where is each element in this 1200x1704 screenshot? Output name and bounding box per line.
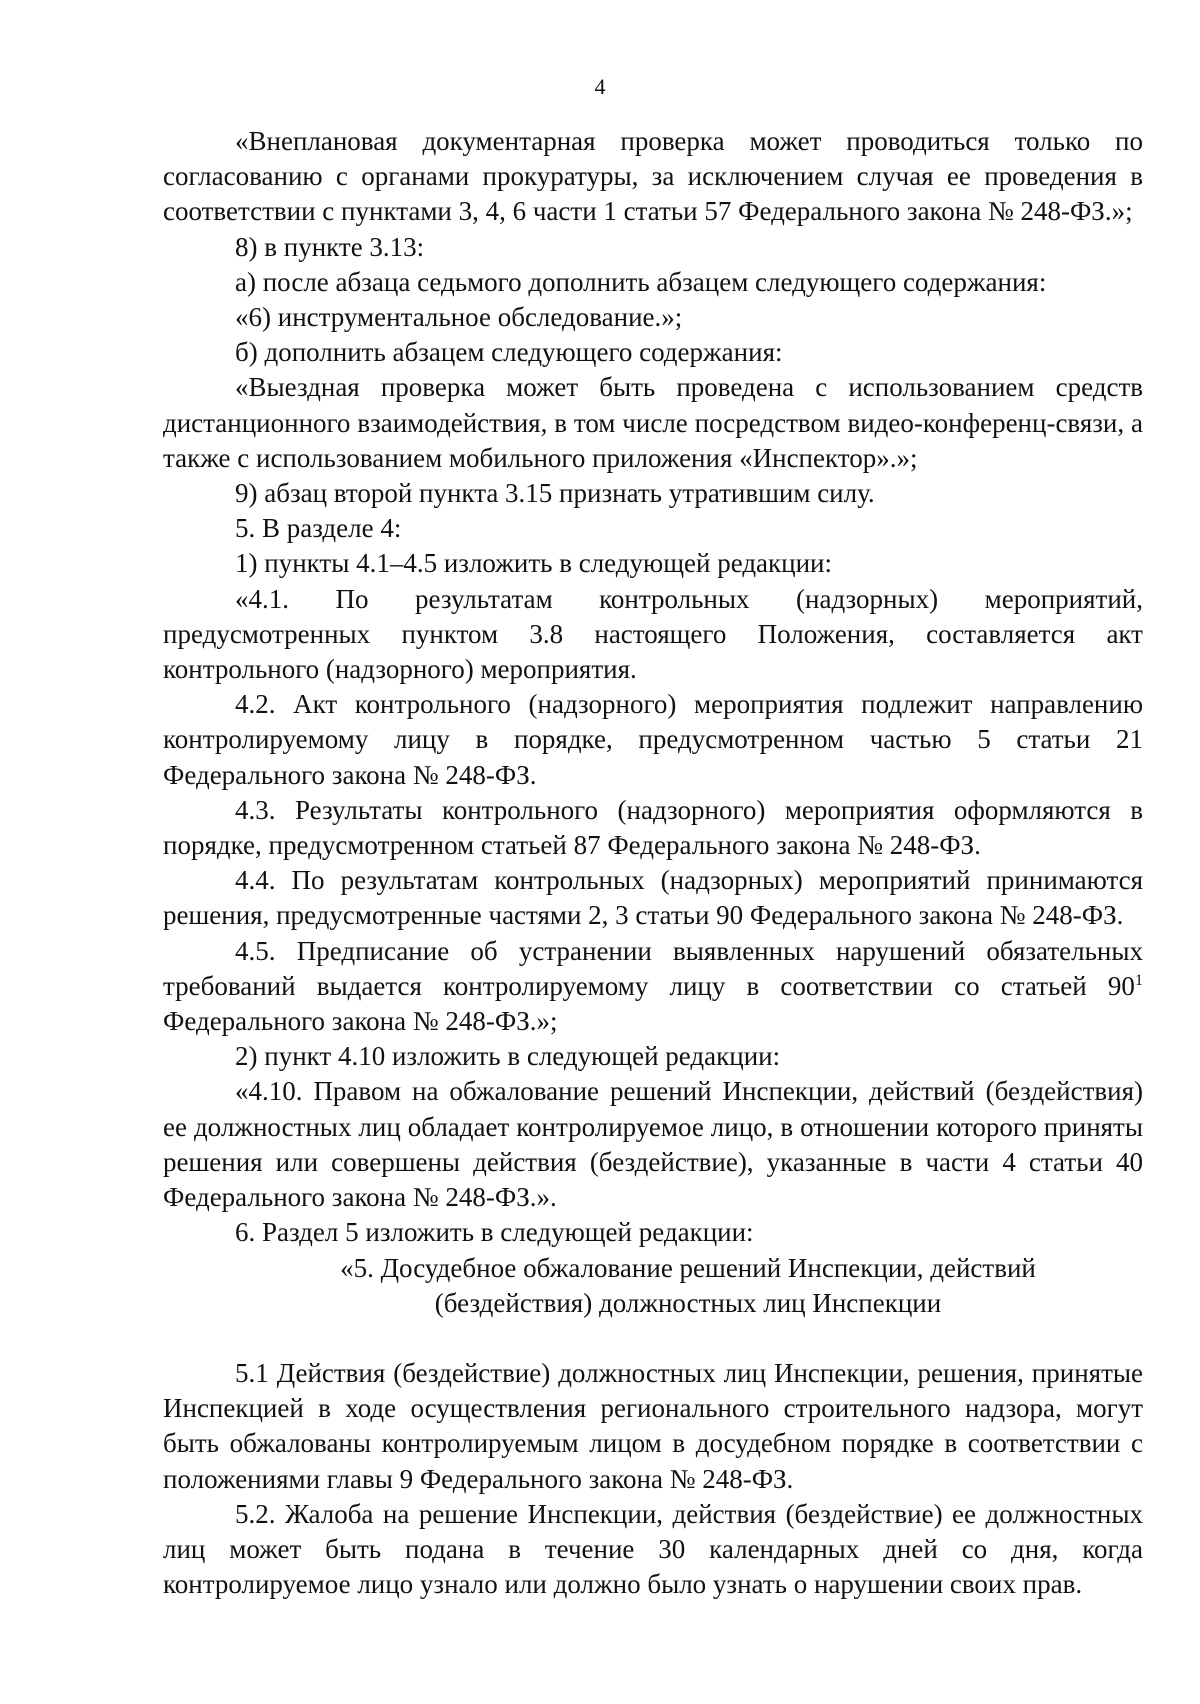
- paragraph: «4.10. Правом на обжалование решений Инспекции, действий (бездействия) ее должностных лиц обладает контролируемое лицо, в отношении которого приняты решения или совершены действия (бездействие), указанные в части 4 статьи 40 Федерального закона № 248-ФЗ.».: [163, 1076, 1143, 1213]
- paragraph: а) после абзаца седьмого дополнить абзацем следующего содержания:: [235, 266, 1047, 297]
- section-heading-line-1: «5. Досудебное обжалование решений Инспекции, действий: [340, 1252, 1036, 1283]
- paragraph: б) дополнить абзацем следующего содержания:: [235, 337, 783, 368]
- paragraph: 5. В разделе 4:: [235, 513, 402, 544]
- paragraph-with-superscript: [163, 934, 1143, 1040]
- paragraph: 6. Раздел 5 изложить в следующей редакции:: [235, 1217, 754, 1248]
- paragraph: «Внеплановая документарная проверка может проводиться только по согласованию с органами прокуратуры, за исключением случая ее проведения в соответствии с пунктами 3, 4, 6 части 1 статьи 57 Федерального закона № 248-ФЗ.»;: [163, 126, 1143, 227]
- paragraph: 4.2. Акт контрольного (надзорного) мероприятия подлежит направлению контролируемому лицу в порядке, предусмотренном частью 5 статьи 21 Федерального закона № 248-ФЗ.: [163, 689, 1143, 790]
- paragraph: «6) инструментальное обследование.»;: [235, 302, 683, 333]
- paragraph: 1) пункты 4.1–4.5 изложить в следующей редакции:: [235, 548, 833, 579]
- paragraph: «Выездная проверка может быть проведена с использованием средств дистанционного взаимодействия, в том числе посредством видео-конференц-связи, а также с использованием мобильного приложения «Инспектор».»;: [163, 372, 1143, 473]
- paragraph: 8) в пункте 3.13:: [235, 231, 425, 262]
- paragraph-text: 4.5. Предписание об устранении выявленных нарушений обязательных требований выдается контролируемому лицу в соответствии со статьей 90: [163, 935, 1143, 1001]
- paragraph: 5.2. Жалоба на решение Инспекции, действия (бездействие) ее должностных лиц может быть подана в течение 30 календарных дней со дня, когда контролируемое лицо узнало или должно было узнать о нарушении своих прав.: [163, 1498, 1143, 1600]
- paragraph-text: Федерального закона № 248-ФЗ.»;: [163, 1006, 558, 1037]
- page-number: 4: [594, 74, 606, 99]
- superscript: 1: [1134, 970, 1143, 989]
- section-heading-line-2: (бездействия) должностных лиц Инспекции: [434, 1287, 942, 1318]
- paragraph: 9) абзац второй пункта 3.15 признать утратившим силу.: [235, 478, 875, 509]
- paragraph: 4.4. По результатам контрольных (надзорных) мероприятий принимаются решения, предусмотренные частями 2, 3 статьи 90 Федерального закона № 248-ФЗ.: [163, 865, 1143, 931]
- document-body: [163, 124, 1143, 1602]
- paragraph: 5.1 Действия (бездействие) должностных лиц Инспекции, решения, принятые Инспекцией в ходе осуществления регионального строительного надзора, могут быть обжалованы контролируемым лицом в досудебном порядке в соответствии с положениями главы 9 Федерального закона № 248-ФЗ.: [163, 1357, 1143, 1494]
- spacer: [163, 1321, 1143, 1356]
- paragraph: 4.3. Результаты контрольного (надзорного) мероприятия оформляются в порядке, предусмотренном статьей 87 Федерального закона № 248-ФЗ.: [163, 794, 1143, 861]
- paragraph: 2) пункт 4.10 изложить в следующей редакции:: [235, 1041, 781, 1072]
- paragraph: «4.1. По результатам контрольных (надзорных) мероприятий, предусмотренных пунктом 3.8 настоящего Положения, составляется акт контрольного (надзорного) мероприятия.: [163, 583, 1143, 685]
